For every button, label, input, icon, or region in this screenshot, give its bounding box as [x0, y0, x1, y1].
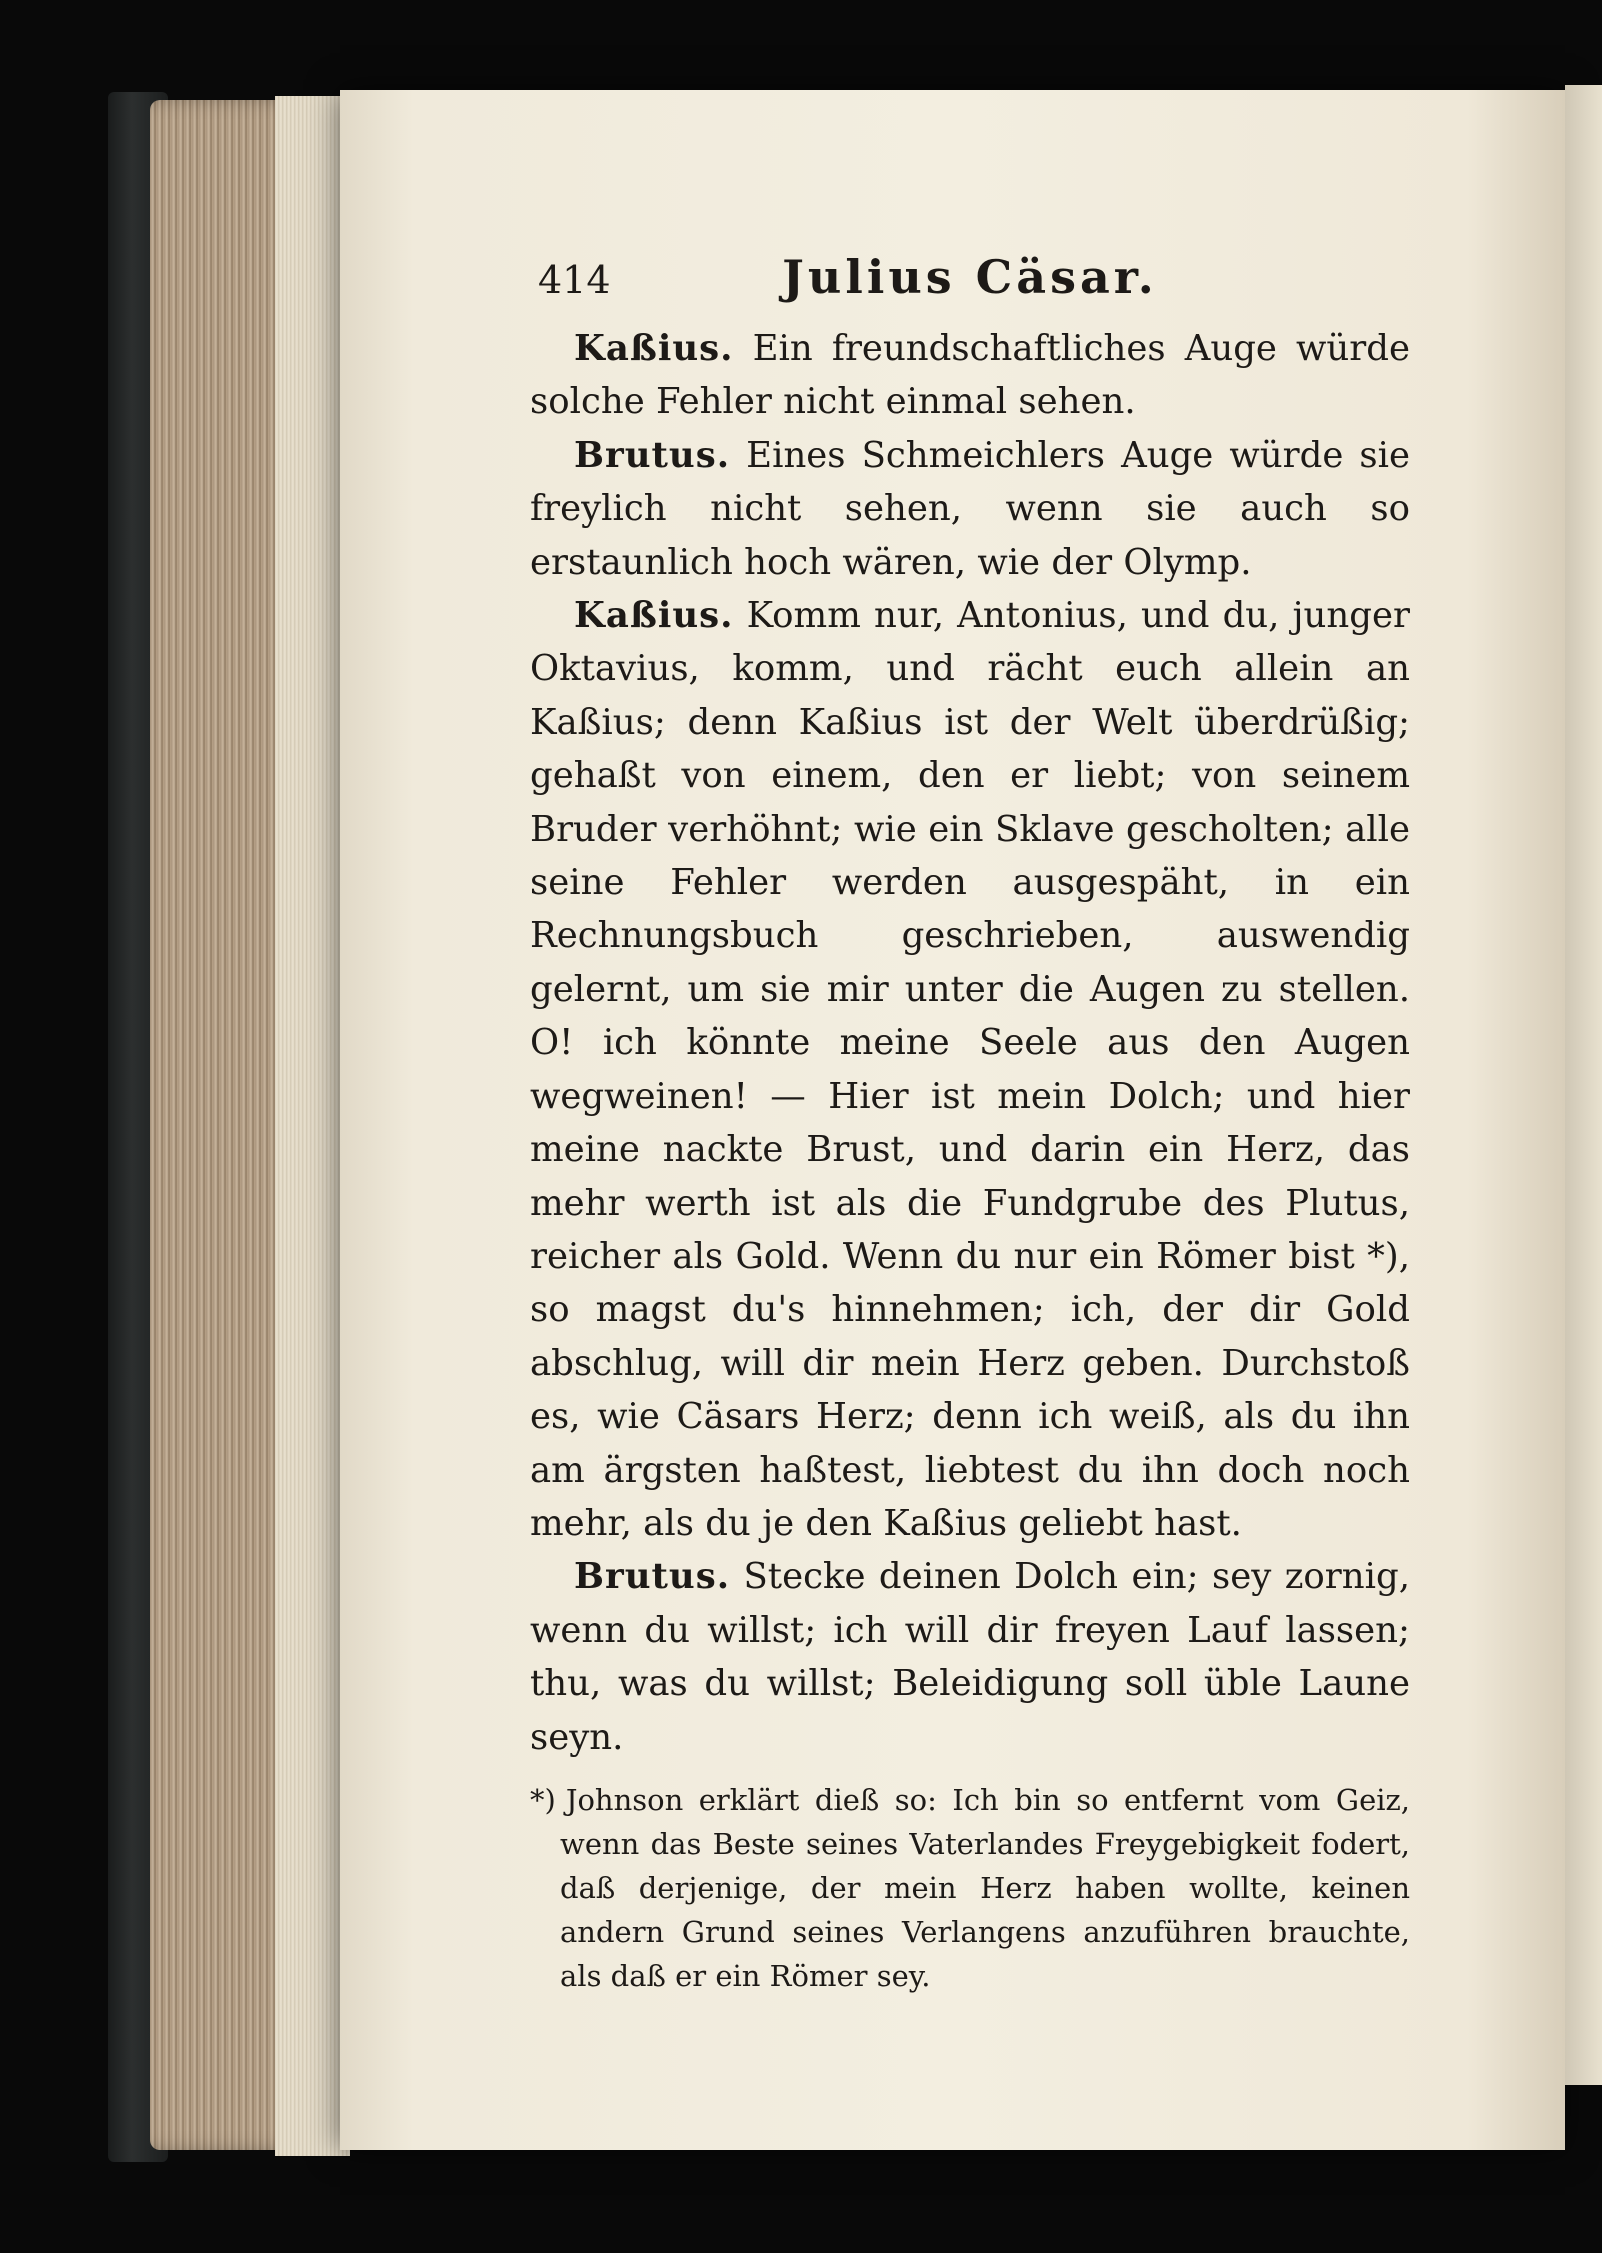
facing-page-edge: [1565, 85, 1602, 2085]
speech-text: Ein freundschaftliches Auge würde solche Fehler nicht einmal sehen.: [530, 328, 1410, 423]
page-text: [530, 250, 1410, 1998]
speaker-name: Brutus.: [574, 434, 731, 476]
footnote: [530, 1778, 1410, 1998]
body-text: [530, 322, 1410, 1764]
footnote-text: Johnson erklärt dieß so: Ich bin so entfernt vom Geiz, wenn das Beste seines Vaterlandes Freygebigkeit fodert, daß derjenige, der mein Herz haben wollte, keinen andern Grund seines Verlangens anzuführen brauchte, als daß er ein Römer sey.: [560, 1782, 1410, 1993]
speech-text: Stecke deinen Dolch ein; sey zornig, wenn du willst; ich will dir freyen Lauf lassen; thu, was du willst; Beleidigung soll üble Laune seyn.: [530, 1556, 1410, 1758]
running-head: [530, 250, 1410, 320]
speech-text: Eines Schmeichlers Auge würde sie freylich nicht sehen, wenn sie auch so erstaunlich hoch wären, wie der Olymp.: [530, 434, 1410, 583]
paragraph: [530, 429, 1410, 589]
paragraph: [530, 322, 1410, 429]
paragraph: [530, 589, 1410, 1550]
footnote-body: [530, 1778, 1410, 1998]
speech-text: Komm nur, Antonius, und du, junger Oktavius, komm, und rächt euch allein an Kaßius; denn Kaßius ist der Welt überdrüßig; gehaßt von einem, den er liebt; von seinem Bruder verhöhnt; wie ein Sklave gescholten; alle seine Fehler werden ausgespäht, in ein Rechnungsbuch geschrieben, auswendig gelernt, um sie mir unter die Augen zu stellen. O! ich könnte meine Seele aus den Augen wegweinen! — Hier ist mein Dolch; und hier meine nackte Brust, und darin ein Herz, das mehr werth ist als die Fundgrube des Plutus, reicher als Gold. Wenn du nur ein Römer bist *), so magst du's hinnehmen; ich, der dir Gold abschlug, will dir mein Herz geben. Durchstoß es, wie Cäsars Herz; denn ich weiß, als du ihn am ärgsten haßtest, liebtest du ihn doch noch mehr, als du je den Kaßius geliebt hast.: [530, 595, 1410, 1544]
page-stack-inner: [275, 96, 350, 2156]
speaker-name: Kaßius.: [574, 328, 734, 369]
running-title: Julius Cäsar.: [782, 250, 1158, 304]
paragraph: [530, 1550, 1410, 1764]
page-number: 414: [538, 258, 611, 302]
speaker-name: Brutus.: [574, 1556, 731, 1598]
footnote-mark: *): [530, 1782, 556, 1817]
speaker-name: Kaßius.: [574, 595, 734, 637]
